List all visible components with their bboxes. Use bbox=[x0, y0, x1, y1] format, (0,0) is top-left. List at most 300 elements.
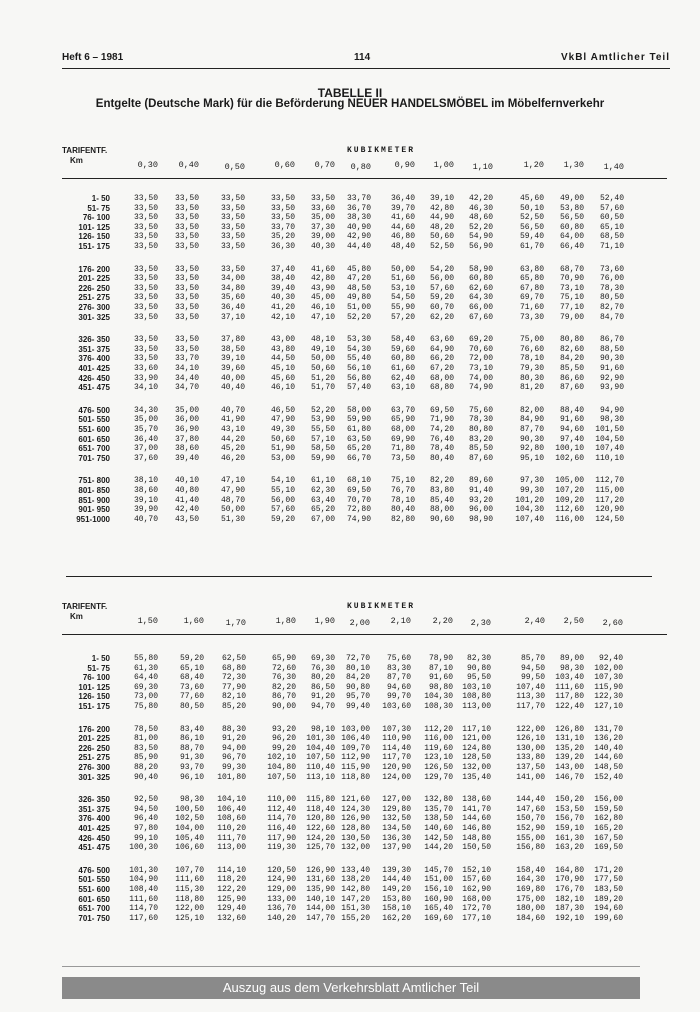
table-cell: 104,10 bbox=[217, 795, 246, 805]
table-cell: 43,90 bbox=[310, 283, 335, 293]
table-cell: 107,40 bbox=[516, 682, 545, 692]
table-cell: 33,50 bbox=[220, 242, 245, 251]
table-cell: 140,20 bbox=[267, 913, 296, 923]
table-cell: 33,70 bbox=[174, 354, 199, 364]
table-cell: 122,00 bbox=[516, 724, 545, 734]
table-cell: 74,20 bbox=[429, 425, 454, 434]
distance-range: 101- 125 bbox=[78, 682, 110, 692]
table-cell: 60,80 bbox=[390, 354, 415, 364]
table-cell: 157,60 bbox=[462, 875, 491, 885]
table-cell: 71,10 bbox=[599, 242, 624, 251]
table-cell: 50,00 bbox=[220, 505, 245, 515]
column-header: 1,60 bbox=[183, 616, 204, 626]
table-cell: 151,30 bbox=[341, 904, 370, 914]
table-cell: 175,00 bbox=[516, 894, 545, 904]
distance-range: 451- 475 bbox=[78, 383, 110, 393]
table-cell: 131,70 bbox=[594, 724, 623, 734]
table-cell: 62,60 bbox=[468, 283, 493, 293]
table-cell: 73,10 bbox=[468, 364, 493, 373]
table-cell: 38,60 bbox=[133, 486, 158, 495]
table-cell: 53,00 bbox=[270, 453, 295, 463]
table-cell: 63,50 bbox=[346, 434, 371, 444]
table-cell: 136,30 bbox=[382, 833, 411, 843]
table-cell: 124,80 bbox=[462, 743, 491, 753]
table-cell: 152,40 bbox=[594, 772, 623, 782]
table-cell: 33,50 bbox=[133, 283, 158, 293]
table-cell: 107,30 bbox=[594, 673, 623, 683]
table-cell: 90,80 bbox=[345, 682, 370, 692]
table-cell: 138,50 bbox=[424, 814, 453, 824]
table-cell: 104,40 bbox=[306, 743, 335, 753]
distance-range: 426- 450 bbox=[78, 373, 110, 383]
table-cell: 101,20 bbox=[515, 495, 544, 505]
table-cell: 128,80 bbox=[341, 824, 370, 833]
table-cell: 159,10 bbox=[555, 824, 584, 833]
table-cell: 50,00 bbox=[390, 264, 415, 274]
table-cell: 144,00 bbox=[306, 904, 335, 914]
table-cell: 70,70 bbox=[346, 495, 371, 505]
table-cell: 117,70 bbox=[382, 753, 411, 763]
table-cell: 126,90 bbox=[341, 814, 370, 824]
table-cell: 94,50 bbox=[133, 804, 158, 814]
table-cell: 58,40 bbox=[390, 335, 415, 345]
table-subtitle: Entgelte (Deutsche Mark) für die Beförderung NEUER HANDELSMÖBEL im Möbelfernverkehr bbox=[95, 98, 605, 110]
table-cell: 61,30 bbox=[133, 663, 158, 673]
table-cell: 129,00 bbox=[267, 885, 296, 894]
table-cell: 87,70 bbox=[386, 673, 411, 683]
table-cell: 159,50 bbox=[594, 804, 623, 814]
distance-range: 176- 200 bbox=[78, 264, 110, 274]
table-cell: 82,70 bbox=[599, 303, 624, 312]
table-cell: 79,00 bbox=[559, 312, 584, 322]
table-cell: 59,40 bbox=[519, 232, 544, 242]
table-cell: 40,80 bbox=[174, 486, 199, 495]
column-header: 0,70 bbox=[314, 160, 335, 170]
table-cell: 36,40 bbox=[133, 434, 158, 444]
table-cell: 80,30 bbox=[519, 373, 544, 383]
table-cell: 182,10 bbox=[555, 894, 584, 904]
table-cell: 53,10 bbox=[390, 283, 415, 293]
table-cell: 134,50 bbox=[382, 824, 411, 833]
table-cell: 109,20 bbox=[555, 495, 584, 505]
table-cell: 120,90 bbox=[595, 505, 624, 515]
column-header: 2,20 bbox=[432, 616, 453, 626]
table-cell: 53,90 bbox=[310, 415, 335, 425]
table-cell: 88,30 bbox=[221, 724, 246, 734]
tariff-label: TARIFENTF. bbox=[62, 602, 108, 611]
table-cell: 158,10 bbox=[382, 904, 411, 914]
table-cell: 44,20 bbox=[220, 434, 245, 444]
table-cell: 118,40 bbox=[306, 804, 335, 814]
table-cell: 48,10 bbox=[310, 335, 335, 345]
table-cell: 50,60 bbox=[270, 434, 295, 444]
table-cell: 97,80 bbox=[133, 824, 158, 833]
table-cell: 82,20 bbox=[271, 682, 296, 692]
column-header: 1,40 bbox=[603, 162, 624, 172]
table-cell: 162,90 bbox=[462, 885, 491, 894]
table-cell: 94,60 bbox=[559, 425, 584, 434]
table-cell: 98,30 bbox=[179, 795, 204, 805]
table-cell: 82,30 bbox=[466, 654, 491, 663]
table-cell: 104,90 bbox=[129, 875, 158, 885]
table-cell: 101,30 bbox=[306, 734, 335, 744]
table-cell: 93,20 bbox=[271, 724, 296, 734]
table-cell: 93,20 bbox=[468, 495, 493, 505]
table-cell: 33,50 bbox=[133, 293, 158, 303]
table-cell: 126,80 bbox=[555, 724, 584, 734]
table-cell: 75,60 bbox=[468, 405, 493, 415]
kubikmeter-label: KUBIKMETER bbox=[347, 602, 416, 611]
table-cell: 136,20 bbox=[594, 734, 623, 744]
table-cell: 106,40 bbox=[341, 734, 370, 744]
tariff-table-2 bbox=[62, 602, 672, 942]
table-cell: 120,80 bbox=[306, 814, 335, 824]
table-cell: 122,60 bbox=[306, 824, 335, 833]
footer-rule bbox=[62, 966, 640, 967]
table-cell: 33,50 bbox=[220, 203, 245, 213]
distance-range: 401- 425 bbox=[78, 824, 110, 833]
table-cell: 114,10 bbox=[217, 865, 246, 875]
table-cell: 76,60 bbox=[519, 344, 544, 354]
table-cell: 116,00 bbox=[555, 514, 584, 524]
table-cell: 53,30 bbox=[346, 335, 371, 345]
table-cell: 34,70 bbox=[174, 383, 199, 393]
table-cell: 80,20 bbox=[310, 673, 335, 683]
table-cell: 69,30 bbox=[133, 682, 158, 692]
table-cell: 39,70 bbox=[390, 203, 415, 213]
km-label: Km bbox=[70, 156, 83, 165]
table-cell: 87,60 bbox=[559, 383, 584, 393]
table-cell: 37,80 bbox=[174, 434, 199, 444]
table-cell: 33,50 bbox=[174, 312, 199, 322]
table-cell: 141,70 bbox=[462, 804, 491, 814]
table-cell: 177,10 bbox=[462, 913, 491, 923]
table-cell: 54,50 bbox=[390, 293, 415, 303]
table-cell: 67,00 bbox=[310, 514, 335, 524]
table-cell: 51,60 bbox=[390, 274, 415, 284]
table-cell: 96,20 bbox=[271, 734, 296, 744]
table-cell: 82,60 bbox=[559, 344, 584, 354]
table-cell: 33,50 bbox=[174, 203, 199, 213]
table-cell: 43,80 bbox=[270, 344, 295, 354]
table-cell: 59,20 bbox=[270, 514, 295, 524]
table-cell: 58,90 bbox=[468, 264, 493, 274]
table-cell: 60,50 bbox=[599, 213, 624, 223]
table-cell: 131,60 bbox=[306, 875, 335, 885]
table-cell: 55,10 bbox=[270, 486, 295, 495]
table-cell: 167,50 bbox=[594, 833, 623, 843]
table-cell: 132,80 bbox=[424, 795, 453, 805]
table-cell: 102,10 bbox=[267, 753, 296, 763]
table-cell: 84,20 bbox=[345, 673, 370, 683]
table-cell: 59,90 bbox=[310, 453, 335, 463]
table-cell: 99,30 bbox=[221, 763, 246, 772]
column-header: 1,90 bbox=[314, 616, 335, 626]
table-cell: 116,40 bbox=[267, 824, 296, 833]
table-cell: 39,90 bbox=[133, 505, 158, 515]
distance-range: 1- 50 bbox=[91, 654, 110, 663]
table-cell: 123,10 bbox=[424, 753, 453, 763]
table-cell: 83,20 bbox=[468, 434, 493, 444]
distance-range: 701- 750 bbox=[78, 913, 110, 923]
distance-range: 151- 175 bbox=[78, 242, 110, 251]
table-cell: 184,60 bbox=[516, 913, 545, 923]
kubikmeter-label: KUBIKMETER bbox=[347, 146, 416, 155]
table-cell: 48,70 bbox=[220, 495, 245, 505]
table-cell: 177,50 bbox=[594, 875, 623, 885]
table-cell: 69,90 bbox=[390, 434, 415, 444]
table-cell: 107,20 bbox=[555, 486, 584, 495]
table-cell: 60,80 bbox=[559, 222, 584, 232]
table-cell: 42,80 bbox=[310, 274, 335, 284]
table-cell: 112,70 bbox=[595, 476, 624, 486]
table-cell: 92,50 bbox=[133, 795, 158, 805]
table-cell: 103,40 bbox=[555, 673, 584, 683]
table-cell: 35,70 bbox=[133, 425, 158, 434]
table-cell: 107,40 bbox=[595, 444, 624, 454]
table-cell: 68,70 bbox=[559, 264, 584, 274]
table-cell: 85,40 bbox=[429, 495, 454, 505]
table-cell: 58,50 bbox=[310, 444, 335, 454]
table-cell: 61,10 bbox=[310, 476, 335, 486]
table-cell: 34,40 bbox=[174, 373, 199, 383]
table-cell: 113,30 bbox=[516, 692, 545, 702]
table-cell: 117,20 bbox=[595, 495, 624, 505]
table-cell: 60,70 bbox=[429, 303, 454, 312]
table-cell: 93,70 bbox=[179, 763, 204, 772]
table-cell: 145,70 bbox=[424, 865, 453, 875]
table-cell: 63,60 bbox=[429, 335, 454, 345]
table-cell: 161,30 bbox=[555, 833, 584, 843]
table-cell: 92,80 bbox=[519, 444, 544, 454]
table-cell: 91,60 bbox=[559, 415, 584, 425]
table-cell: 69,50 bbox=[346, 486, 371, 495]
table-cell: 33,70 bbox=[270, 222, 295, 232]
table-cell: 68,80 bbox=[429, 383, 454, 393]
table-cell: 49,00 bbox=[559, 194, 584, 203]
column-header: 0,40 bbox=[178, 160, 199, 170]
distance-range: 326- 350 bbox=[78, 795, 110, 805]
table-cell: 113,10 bbox=[306, 772, 335, 782]
column-header: 0,30 bbox=[137, 160, 158, 170]
table-cell: 73,10 bbox=[559, 283, 584, 293]
table-cell: 33,50 bbox=[310, 194, 335, 203]
table-cell: 180,00 bbox=[516, 904, 545, 914]
table-cell: 33,50 bbox=[220, 213, 245, 223]
table-cell: 33,50 bbox=[270, 203, 295, 213]
table-cell: 92,40 bbox=[598, 654, 623, 663]
table-cell: 50,10 bbox=[519, 203, 544, 213]
table-cell: 57,20 bbox=[390, 312, 415, 322]
table-cell: 142,50 bbox=[424, 833, 453, 843]
distance-range: 651- 700 bbox=[78, 444, 110, 454]
distance-range: 451- 475 bbox=[78, 843, 110, 853]
table-cell: 51,70 bbox=[310, 383, 335, 393]
table-cell: 40,30 bbox=[270, 293, 295, 303]
table-cell: 153,50 bbox=[555, 804, 584, 814]
table-cell: 90,30 bbox=[599, 354, 624, 364]
distance-range: 151- 175 bbox=[78, 702, 110, 711]
table-cell: 68,00 bbox=[429, 373, 454, 383]
table-cell: 80,80 bbox=[559, 335, 584, 345]
table-cell: 102,50 bbox=[175, 814, 204, 824]
table-cell: 51,00 bbox=[346, 303, 371, 312]
table-cell: 113,00 bbox=[462, 702, 491, 711]
distance-range: 76- 100 bbox=[82, 673, 110, 683]
distance-range: 101- 125 bbox=[78, 222, 110, 232]
table-cell: 62,20 bbox=[429, 312, 454, 322]
table-cell: 73,30 bbox=[519, 312, 544, 322]
table-cell: 56,80 bbox=[346, 373, 371, 383]
table-cell: 149,20 bbox=[382, 885, 411, 894]
table-cell: 88,00 bbox=[429, 505, 454, 515]
table-cell: 139,30 bbox=[382, 865, 411, 875]
table-cell: 33,50 bbox=[133, 335, 158, 345]
table-cell: 85,70 bbox=[520, 654, 545, 663]
table-cell: 132,00 bbox=[462, 763, 491, 772]
table-cell: 77,10 bbox=[559, 303, 584, 312]
table-cell: 33,50 bbox=[220, 232, 245, 242]
table-cell: 34,00 bbox=[220, 274, 245, 284]
table-cell: 150,50 bbox=[462, 843, 491, 853]
table-cell: 152,10 bbox=[462, 865, 491, 875]
table-cell: 75,10 bbox=[559, 293, 584, 303]
table-cell: 33,50 bbox=[133, 344, 158, 354]
table-cell: 33,50 bbox=[270, 213, 295, 223]
table-cell: 85,90 bbox=[133, 753, 158, 763]
table-cell: 122,30 bbox=[594, 692, 623, 702]
table-cell: 124,30 bbox=[341, 804, 370, 814]
table-cell: 55,80 bbox=[133, 654, 158, 663]
table-cell: 54,10 bbox=[270, 476, 295, 486]
table-cell: 52,50 bbox=[429, 242, 454, 251]
table-cell: 98,80 bbox=[428, 682, 453, 692]
table-cell: 115,30 bbox=[175, 885, 204, 894]
table-cell: 33,60 bbox=[310, 203, 335, 213]
table-cell: 101,50 bbox=[595, 425, 624, 434]
table-cell: 111,60 bbox=[555, 682, 584, 692]
table-cell: 47,90 bbox=[270, 415, 295, 425]
table-cell: 118,80 bbox=[175, 894, 204, 904]
table-cell: 91,60 bbox=[599, 364, 624, 373]
table-cell: 121,00 bbox=[462, 734, 491, 744]
table-cell: 91,20 bbox=[221, 734, 246, 744]
table-cell: 82,80 bbox=[390, 514, 415, 524]
table-cell: 55,50 bbox=[310, 425, 335, 434]
table-cell: 69,70 bbox=[519, 293, 544, 303]
table-cell: 47,20 bbox=[346, 274, 371, 284]
distance-range: 1- 50 bbox=[91, 194, 110, 203]
table-cell: 65,20 bbox=[346, 444, 371, 454]
table-cell: 144,40 bbox=[516, 795, 545, 805]
table-cell: 82,10 bbox=[221, 692, 246, 702]
tariff-table-1 bbox=[62, 146, 672, 546]
table-cell: 40,30 bbox=[310, 242, 335, 251]
table-cell: 99,30 bbox=[519, 486, 544, 495]
distance-range: 476- 500 bbox=[78, 865, 110, 875]
table-cell: 126,10 bbox=[516, 734, 545, 744]
table-cell: 120,50 bbox=[267, 865, 296, 875]
table-cell: 114,70 bbox=[267, 814, 296, 824]
table-cell: 36,70 bbox=[346, 203, 371, 213]
distance-range: 651- 700 bbox=[78, 904, 110, 914]
table-cell: 94,00 bbox=[221, 743, 246, 753]
table-cell: 47,10 bbox=[310, 312, 335, 322]
table-cell: 33,50 bbox=[174, 274, 199, 284]
table-cell: 98,10 bbox=[310, 724, 335, 734]
table-cell: 124,50 bbox=[595, 514, 624, 524]
table-cell: 162,20 bbox=[382, 913, 411, 923]
column-header: 1,10 bbox=[472, 162, 493, 172]
table-cell: 33,50 bbox=[220, 222, 245, 232]
table-cell: 125,90 bbox=[217, 894, 246, 904]
table-cell: 108,30 bbox=[424, 702, 453, 711]
table-cell: 63,10 bbox=[390, 383, 415, 393]
table-cell: 147,20 bbox=[341, 894, 370, 904]
table-cell: 133,80 bbox=[516, 753, 545, 763]
table-cell: 33,50 bbox=[270, 194, 295, 203]
distance-range: 701- 750 bbox=[78, 453, 110, 463]
table-cell: 74,00 bbox=[468, 373, 493, 383]
table-cell: 72,80 bbox=[346, 505, 371, 515]
distance-range: 426- 450 bbox=[78, 833, 110, 843]
table-cell: 38,30 bbox=[346, 213, 371, 223]
header-rule bbox=[62, 68, 670, 69]
table-cell: 107,30 bbox=[382, 724, 411, 734]
table-header-label bbox=[62, 602, 107, 622]
table-cell: 55,90 bbox=[390, 303, 415, 312]
table-cell: 153,80 bbox=[382, 894, 411, 904]
distance-range: 476- 500 bbox=[78, 405, 110, 415]
table-cell: 105,00 bbox=[555, 476, 584, 486]
table-cell: 46,10 bbox=[310, 303, 335, 312]
table-cell: 156,10 bbox=[424, 885, 453, 894]
table-cell: 43,10 bbox=[220, 425, 245, 434]
column-header: 1,50 bbox=[137, 616, 158, 626]
table-cell: 91,20 bbox=[310, 692, 335, 702]
table-cell: 47,90 bbox=[220, 486, 245, 495]
table-cell: 39,10 bbox=[133, 495, 158, 505]
table-cell: 90,80 bbox=[466, 663, 491, 673]
table-cell: 122,40 bbox=[555, 702, 584, 711]
table-cell: 102,60 bbox=[555, 453, 584, 463]
table-cell: 116,00 bbox=[424, 734, 453, 744]
table-cell: 98,30 bbox=[559, 663, 584, 673]
table-cell: 89,00 bbox=[559, 654, 584, 663]
table-cell: 110,00 bbox=[267, 795, 296, 805]
table-cell: 140,60 bbox=[424, 824, 453, 833]
table-cell: 148,50 bbox=[594, 763, 623, 772]
distance-range: 51- 75 bbox=[87, 663, 110, 673]
table-cell: 78,40 bbox=[429, 444, 454, 454]
column-header: 1,30 bbox=[563, 160, 584, 170]
table-cell: 37,00 bbox=[133, 444, 158, 454]
table-cell: 49,10 bbox=[310, 344, 335, 354]
table-cell: 82,20 bbox=[429, 476, 454, 486]
table-cell: 84,70 bbox=[599, 312, 624, 322]
table-cell: 46,30 bbox=[468, 203, 493, 213]
table-cell: 122,00 bbox=[175, 904, 204, 914]
table-cell: 64,30 bbox=[468, 293, 493, 303]
table-cell: 52,40 bbox=[599, 194, 624, 203]
table-cell: 33,50 bbox=[174, 335, 199, 345]
table-cell: 55,40 bbox=[346, 354, 371, 364]
table-cell: 112,60 bbox=[555, 505, 584, 515]
table-cell: 43,00 bbox=[270, 335, 295, 345]
table-cell: 99,20 bbox=[271, 743, 296, 753]
table-cell: 117,80 bbox=[555, 692, 584, 702]
table-cell: 141,00 bbox=[516, 772, 545, 782]
